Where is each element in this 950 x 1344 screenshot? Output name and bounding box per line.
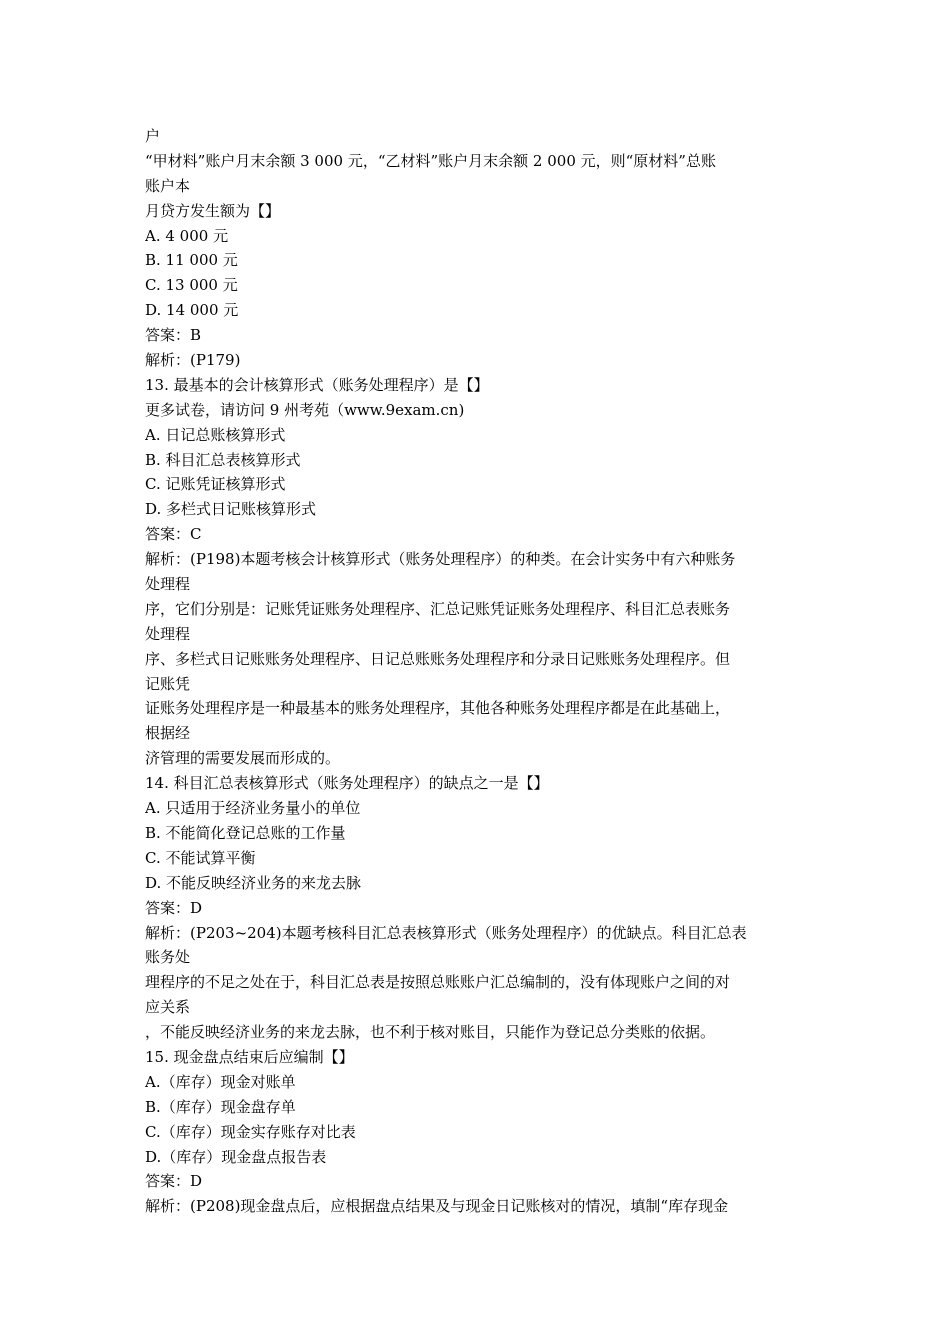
text-line: 答案：C xyxy=(145,525,202,544)
text-line: 账务处 xyxy=(145,948,191,967)
text-line: 解析：(P203~204)本题考核科目汇总表核算形式（账务处理程序）的优缺点。科目汇总表 xyxy=(145,923,747,942)
text-line: A.（库存）现金对账单 xyxy=(145,1072,296,1091)
text-line: 记账凭 xyxy=(145,674,191,693)
text-line: 处理程 xyxy=(145,624,191,643)
text-line: 月贷方发生额为【】 xyxy=(145,201,281,220)
text-line: 15. 现金盘点结束后应编制【】 xyxy=(145,1047,354,1066)
text-line: 根据经 xyxy=(145,724,191,743)
text-line: 解析：(P208)现金盘点后，应根据盘点结果及与现金日记账核对的情况，填制“库存现金 xyxy=(145,1197,729,1216)
text-line: 户 xyxy=(145,127,161,145)
text-line: “甲材料”账户月末余额 3 000 元，“乙材料”账户月末余额 2 000 元，则“原材料”总账 xyxy=(145,151,716,170)
text-line: A. 只适用于经济业务量小的单位 xyxy=(145,799,361,818)
text-line: A. 4 000 元 xyxy=(145,226,229,245)
text-line: 答案：D xyxy=(145,898,203,917)
text-line: 13. 最基本的会计核算形式（账务处理程序）是【】 xyxy=(145,375,489,394)
text-line: 账户本 xyxy=(145,176,191,195)
text-line: 应关系 xyxy=(145,998,191,1017)
text-line: 更多试卷，请访问 9 州考苑（www.9exam.cn) xyxy=(145,400,465,419)
text-line: B. 不能简化登记总账的工作量 xyxy=(145,823,346,842)
text-line: 答案：B xyxy=(145,326,202,345)
document-body xyxy=(145,124,815,1219)
text-line: 序、多栏式日记账账务处理程序、日记总账账务处理程序和分录日记账账务处理程序。但 xyxy=(145,649,731,668)
text-line: B.（库存）现金盘存单 xyxy=(145,1097,296,1116)
text-line: A. 日记总账核算形式 xyxy=(145,425,286,444)
text-line: B. 11 000 元 xyxy=(145,251,238,270)
text-line: C. 13 000 元 xyxy=(145,276,238,295)
text-line: D.（库存）现金盘点报告表 xyxy=(145,1147,327,1166)
text-line: 解析：(P198)本题考核会计核算形式（账务处理程序）的种类。在会计实务中有六种账务 xyxy=(145,550,736,569)
text-line: B. 科目汇总表核算形式 xyxy=(145,450,301,469)
text-line: C.（库存）现金实存账存对比表 xyxy=(145,1122,356,1141)
text-line: D. 14 000 元 xyxy=(145,301,239,320)
text-line: 答案：D xyxy=(145,1172,203,1191)
text-line: 解析：(P179) xyxy=(145,351,241,370)
text-line: D. 多栏式日记账核算形式 xyxy=(145,500,317,519)
text-line: 证账务处理程序是一种最基本的账务处理程序，其他各种账务处理程序都是在此基础上， xyxy=(145,699,731,718)
text-line: 理程序的不足之处在于，科目汇总表是按照总账账户汇总编制的，没有体现账户之间的对 xyxy=(145,973,731,992)
text-line: 14. 科目汇总表核算形式（账务处理程序）的缺点之一是【】 xyxy=(145,774,549,793)
text-line: 济管理的需要发展而形成的。 xyxy=(145,749,341,768)
text-line: D. 不能反映经济业务的来龙去脉 xyxy=(145,873,362,892)
text-line: C. 不能试算平衡 xyxy=(145,848,256,867)
text-line: 处理程 xyxy=(145,575,191,594)
text-line: ，不能反映经济业务的来龙去脉，也不利于核对账目，只能作为登记总分类账的依据。 xyxy=(145,1023,716,1042)
text-line: 序，它们分别是：记账凭证账务处理程序、汇总记账凭证账务处理程序、科目汇总表账务 xyxy=(145,599,731,618)
text-line: C. 记账凭证核算形式 xyxy=(145,475,286,494)
